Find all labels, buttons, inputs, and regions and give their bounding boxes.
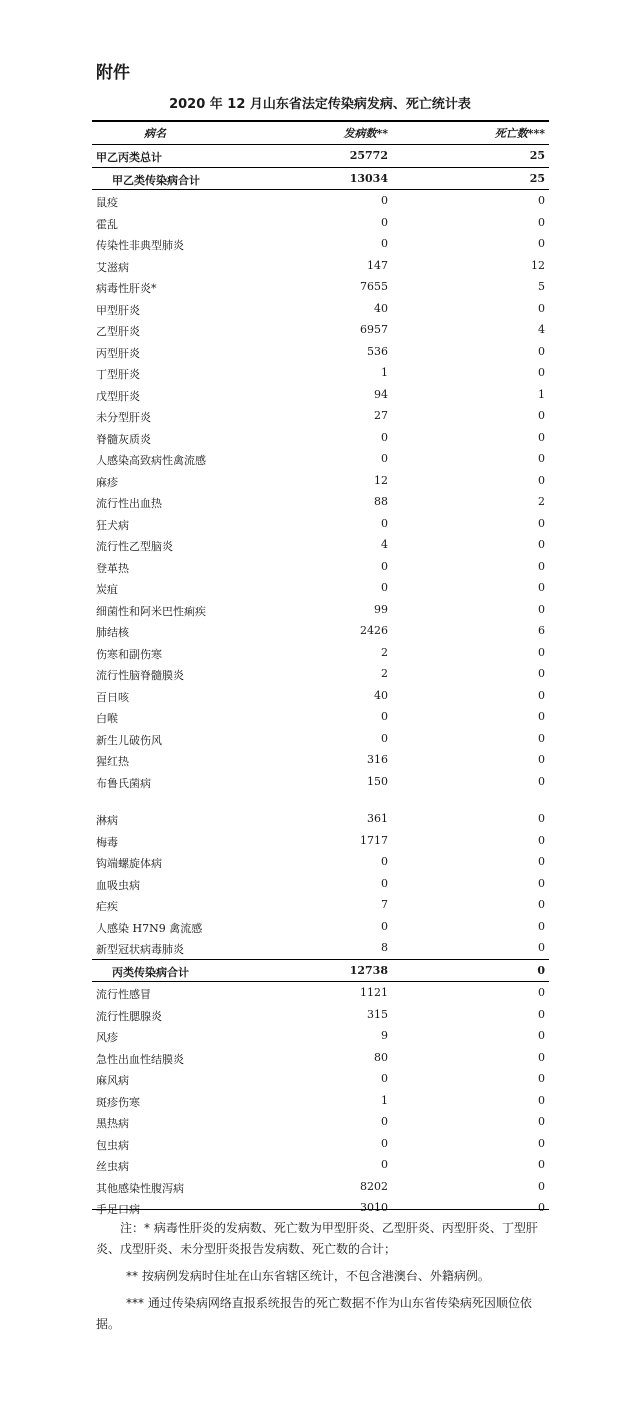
case-count: 13034 [349, 171, 388, 185]
case-count: 1717 [360, 833, 388, 847]
table-row [92, 685, 549, 707]
table-row [92, 491, 549, 513]
table-row [92, 362, 549, 384]
table-row [92, 1176, 549, 1198]
disease-name: 丝虫病 [96, 1160, 129, 1173]
table-title: 2020 年 12 月山东省法定传染病发病、死亡统计表 [169, 97, 471, 112]
death-count: 0 [538, 452, 545, 465]
table-row [92, 233, 549, 255]
case-count: 40 [374, 688, 388, 702]
table-bottom-rule [92, 1209, 549, 1210]
disease-name: 霍乱 [96, 217, 118, 231]
case-count: 40 [374, 301, 388, 315]
footnote-1: 注：* 病毒性肝炎的发病数、死亡数为甲型肝炎、乙型肝炎、丙型肝炎、丁型肝炎、戊型肝炎、未分型肝炎报告发病数、死亡数的合计； [96, 1221, 538, 1256]
case-count: 150 [367, 774, 388, 788]
death-count: 0 [538, 194, 545, 207]
disease-name: 麻疹 [96, 475, 118, 489]
death-count: 0 [538, 1093, 545, 1107]
disease-name: 布鲁氏菌病 [96, 776, 151, 790]
case-count: 7 [381, 898, 388, 911]
death-count: 25 [529, 149, 545, 162]
table-row [92, 513, 549, 535]
table-row [92, 556, 549, 578]
disease-name: 艾滋病 [96, 260, 129, 274]
death-count: 0 [538, 645, 545, 659]
disease-name: 甲乙丙类总计 [96, 151, 162, 164]
table-row [92, 534, 549, 556]
table-row [92, 1111, 549, 1133]
disease-name: 新型冠状病毒肺炎 [96, 943, 184, 956]
table-row [92, 1068, 549, 1090]
table-row [92, 1047, 549, 1069]
case-count: 536 [367, 344, 388, 358]
death-count: 0 [538, 366, 545, 379]
disease-name: 钩端螺旋体病 [96, 857, 162, 870]
table-row [92, 145, 549, 168]
footnotes [96, 1218, 546, 1341]
case-count: 0 [381, 1115, 388, 1128]
case-count: 99 [374, 602, 388, 616]
case-count: 1 [381, 1093, 388, 1107]
table-row [92, 1025, 549, 1047]
death-count: 0 [538, 941, 545, 954]
case-count: 8 [381, 941, 388, 954]
case-count: 0 [381, 430, 388, 444]
death-count: 0 [538, 833, 545, 847]
death-count: 0 [538, 688, 545, 702]
death-count: 0 [538, 876, 545, 890]
case-count: 25772 [349, 149, 388, 162]
death-count: 0 [538, 473, 545, 487]
disease-name: 新生儿破伤风 [96, 733, 162, 747]
disease-name: 流行性腮腺炎 [96, 1009, 162, 1023]
disease-name: 丁型肝炎 [96, 368, 140, 381]
case-count: 7655 [360, 280, 388, 293]
death-count: 0 [538, 559, 545, 573]
case-count: 94 [374, 387, 388, 401]
death-count: 0 [538, 344, 545, 358]
disease-name: 风疹 [96, 1031, 118, 1044]
case-count: 0 [381, 876, 388, 890]
death-count: 0 [538, 1158, 545, 1171]
table-header [92, 122, 549, 143]
death-count: 0 [538, 602, 545, 616]
case-count: 9 [381, 1029, 388, 1042]
death-count: 0 [538, 237, 545, 250]
case-count: 0 [381, 215, 388, 229]
disease-name: 流行性出血热 [96, 497, 162, 510]
disease-name: 鼠疫 [96, 196, 118, 209]
case-count: 0 [381, 710, 388, 723]
disease-name: 百日咳 [96, 690, 129, 704]
disease-name: 梅毒 [96, 835, 118, 849]
table-row [92, 448, 549, 470]
table-row [92, 599, 549, 621]
table-row [92, 830, 549, 852]
table-row [92, 706, 549, 728]
case-count: 0 [381, 1158, 388, 1171]
footnote-3: *** 通过传染病网络直报系统报告的死亡数据不作为山东省传染病死因顺位依据。 [96, 1296, 532, 1331]
table-row [92, 319, 549, 341]
death-count: 0 [538, 731, 545, 745]
case-count: 0 [381, 731, 388, 745]
table-row [92, 1133, 549, 1155]
disease-name: 人感染 H7N9 禽流感 [96, 921, 203, 935]
attachment-label: 附件 [96, 63, 130, 83]
case-count: 3010 [360, 1201, 388, 1214]
case-count: 1 [381, 366, 388, 379]
death-count: 0 [538, 1179, 545, 1193]
disease-name: 流行性脑脊髓膜炎 [96, 669, 184, 682]
disease-name: 未分型肝炎 [96, 411, 151, 424]
case-count: 316 [367, 753, 388, 766]
disease-name: 流行性乙型脑炎 [96, 540, 173, 553]
death-count: 0 [538, 774, 545, 788]
table-row [92, 212, 549, 234]
disease-name: 猩红热 [96, 755, 129, 768]
table-row [92, 851, 549, 873]
death-count: 0 [538, 1050, 545, 1064]
table-row [92, 873, 549, 895]
disease-name: 脊髓灰质炎 [96, 432, 151, 446]
case-count: 80 [374, 1050, 388, 1064]
disease-name: 乙型肝炎 [96, 325, 140, 338]
death-count: 0 [538, 667, 545, 680]
disease-name: 炭疽 [96, 583, 118, 596]
disease-name: 血吸虫病 [96, 878, 140, 892]
case-count: 8202 [360, 1179, 388, 1193]
disease-name: 甲型肝炎 [96, 303, 140, 317]
death-count: 5 [538, 280, 545, 293]
table-row [92, 1197, 549, 1219]
table-row [92, 894, 549, 916]
case-count: 2426 [360, 624, 388, 637]
case-count: 0 [381, 919, 388, 933]
case-count: 0 [381, 1072, 388, 1085]
disease-name: 肺结核 [96, 626, 129, 639]
table-row [92, 916, 549, 938]
table-row [92, 1154, 549, 1176]
death-count: 0 [538, 1072, 545, 1085]
case-count: 2 [381, 667, 388, 680]
table-row [92, 728, 549, 750]
disease-name: 斑疹伤寒 [96, 1095, 140, 1109]
case-count: 4 [381, 538, 388, 551]
death-count: 0 [538, 812, 545, 825]
death-count: 0 [538, 919, 545, 933]
death-count: 0 [538, 1136, 545, 1150]
case-count: 0 [381, 516, 388, 530]
death-count: 0 [538, 753, 545, 766]
table-row [92, 341, 549, 363]
col-header-disease: 病名 [144, 127, 166, 140]
table-row [92, 959, 549, 983]
death-count: 0 [538, 898, 545, 911]
disease-name: 戊型肝炎 [96, 389, 140, 403]
table-row [92, 190, 549, 212]
case-count: 27 [374, 409, 388, 422]
death-count: 0 [538, 1007, 545, 1021]
death-count: 0 [538, 581, 545, 594]
table-row [92, 642, 549, 664]
death-count: 12 [531, 258, 545, 272]
case-count: 147 [367, 258, 388, 272]
table-row [92, 168, 549, 191]
disease-name: 急性出血性结膜炎 [96, 1052, 184, 1066]
disease-name: 包虫病 [96, 1138, 129, 1152]
table-row [92, 808, 549, 830]
table-row [92, 982, 549, 1004]
case-count: 12 [374, 473, 388, 487]
case-count: 315 [367, 1007, 388, 1021]
table-row [92, 663, 549, 685]
death-count: 0 [538, 1115, 545, 1128]
death-count: 0 [538, 710, 545, 723]
death-count: 6 [538, 624, 545, 637]
death-count: 0 [538, 409, 545, 422]
death-count: 25 [529, 171, 545, 185]
table-body [92, 145, 549, 1219]
table-row [92, 1090, 549, 1112]
disease-name: 丙型肝炎 [96, 346, 140, 360]
table-row [92, 255, 549, 277]
disease-name: 传染性非典型肺炎 [96, 239, 184, 252]
death-count: 0 [538, 1201, 545, 1214]
disease-name: 丙类传染病合计 [112, 965, 189, 979]
disease-name: 登革热 [96, 561, 129, 575]
death-count: 0 [538, 855, 545, 868]
death-count: 0 [538, 215, 545, 229]
table-row [92, 749, 549, 771]
death-count: 0 [538, 538, 545, 551]
disease-name: 淋病 [96, 814, 118, 827]
case-count: 12738 [349, 963, 388, 977]
disease-name: 其他感染性腹泻病 [96, 1181, 184, 1195]
death-count: 0 [538, 301, 545, 315]
death-count: 0 [537, 963, 545, 977]
disease-name: 黑热病 [96, 1117, 129, 1130]
table-row [92, 771, 549, 793]
death-count: 0 [538, 516, 545, 530]
case-count: 0 [381, 559, 388, 573]
disease-name: 甲乙类传染病合计 [112, 173, 200, 187]
col-header-deaths: 死亡数*** [494, 127, 545, 140]
death-count: 0 [538, 1029, 545, 1042]
death-count: 0 [538, 986, 545, 999]
case-count: 0 [381, 452, 388, 465]
case-count: 2 [381, 645, 388, 659]
table-row [92, 276, 549, 298]
table-row [92, 937, 549, 959]
table-row [92, 298, 549, 320]
table-row [92, 384, 549, 406]
case-count: 88 [374, 495, 388, 508]
table-row [92, 1004, 549, 1026]
table-row [92, 470, 549, 492]
table-row [92, 427, 549, 449]
disease-name: 流行性感冒 [96, 988, 151, 1001]
case-count: 0 [381, 194, 388, 207]
death-count: 2 [538, 495, 545, 508]
death-count: 1 [538, 387, 545, 401]
case-count: 361 [367, 812, 388, 825]
disease-name: 伤寒和副伤寒 [96, 647, 162, 661]
table-row [92, 620, 549, 642]
disease-name: 病毒性肝炎* [96, 282, 157, 295]
disease-name: 细菌性和阿米巴性痢疾 [96, 604, 206, 618]
footnote-2: ** 按病例发病时住址在山东省辖区统计，不包含港澳台、外籍病例。 [126, 1269, 490, 1283]
death-count: 4 [538, 323, 545, 336]
case-count: 0 [381, 237, 388, 250]
disease-name: 疟疾 [96, 900, 118, 913]
disease-name: 狂犬病 [96, 518, 129, 532]
table-row [92, 577, 549, 599]
col-header-cases: 发病数** [343, 127, 388, 140]
case-count: 0 [381, 581, 388, 594]
disease-name: 手足口病 [96, 1203, 140, 1216]
case-count: 0 [381, 855, 388, 868]
case-count: 1121 [360, 986, 388, 999]
disease-name: 白喉 [96, 712, 118, 725]
case-count: 0 [381, 1136, 388, 1150]
table-row [92, 405, 549, 427]
disease-name: 麻风病 [96, 1074, 129, 1087]
case-count: 6957 [360, 323, 388, 336]
disease-name: 人感染高致病性禽流感 [96, 454, 206, 467]
death-count: 0 [538, 430, 545, 444]
